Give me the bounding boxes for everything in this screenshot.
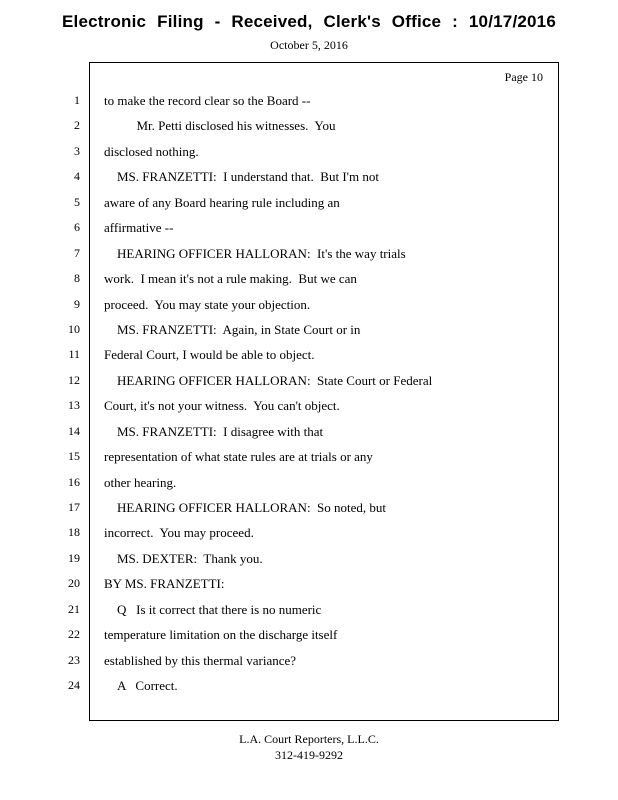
line-text: representation of what state rules are at trials or any	[104, 449, 373, 465]
filing-header-title: Electronic Filing - Received, Clerk's Office : 10/17/2016	[62, 12, 556, 31]
transcript-lines	[0, 88, 618, 699]
transcript-row	[0, 520, 618, 545]
line-text: HEARING OFFICER HALLORAN: State Court or Federal	[104, 372, 433, 388]
line-text: MS. DEXTER: Thank you.	[104, 550, 263, 566]
transcript-row	[0, 393, 618, 418]
line-text: MS. FRANZETTI: I understand that. But I'm not	[104, 169, 379, 185]
page-number-label: Page 10	[504, 70, 543, 84]
line-text: incorrect. You may proceed.	[104, 525, 254, 541]
line-number: 6	[74, 220, 80, 235]
line-number: 3	[74, 143, 80, 158]
transcript-row	[0, 292, 618, 317]
transcript-row	[0, 622, 618, 647]
line-number: 23	[68, 652, 80, 667]
footer-company: L.A. Court Reporters, L.L.C.	[239, 732, 379, 746]
line-number: 20	[68, 576, 80, 591]
transcript-row	[0, 673, 618, 698]
line-number: 4	[74, 169, 80, 184]
transcript-row	[0, 317, 618, 342]
transcript-row	[0, 571, 618, 596]
line-number: 19	[68, 550, 80, 565]
line-text: temperature limitation on the discharge itself	[104, 627, 338, 643]
transcript-row	[0, 190, 618, 215]
line-number: 24	[68, 678, 80, 693]
transcript-row	[0, 139, 618, 164]
transcript-row	[0, 88, 618, 113]
line-number: 21	[68, 601, 80, 616]
line-number: 7	[74, 245, 80, 260]
line-text: to make the record clear so the Board --	[104, 93, 311, 108]
transcript-row	[0, 342, 618, 367]
line-text: other hearing.	[104, 474, 177, 490]
line-number: 17	[68, 500, 80, 514]
transcript-row	[0, 368, 618, 393]
line-text: MS. FRANZETTI: I disagree with that	[104, 423, 324, 439]
line-number: 9	[74, 296, 80, 311]
line-number: 15	[68, 449, 80, 464]
transcript-row	[0, 241, 618, 266]
line-number: 18	[68, 525, 80, 540]
line-number: 8	[74, 271, 80, 286]
line-number: 5	[74, 194, 80, 209]
line-number: 14	[68, 423, 80, 438]
transcript-row	[0, 597, 618, 622]
transcript-row	[0, 113, 618, 138]
line-text: Court, it's not your witness. You can't object.	[104, 398, 340, 414]
line-text: MS. FRANZETTI: Again, in State Court or in	[104, 321, 361, 337]
line-number: 2	[74, 118, 80, 133]
transcript-row	[0, 266, 618, 291]
filing-header-date: October 5, 2016	[270, 38, 348, 52]
transcript-row	[0, 546, 618, 571]
line-text: proceed. You may state your objection.	[104, 296, 311, 312]
line-number: 22	[68, 627, 80, 642]
transcript-row	[0, 470, 618, 495]
transcript-row	[0, 444, 618, 469]
transcript-row	[0, 164, 618, 189]
line-number: 13	[68, 398, 80, 413]
transcript-row	[0, 215, 618, 240]
line-text: established by this thermal variance?	[104, 652, 297, 668]
transcript-row	[0, 495, 618, 520]
line-text: work. I mean it's not a rule making. But we can	[104, 271, 357, 287]
line-number: 16	[68, 474, 80, 489]
line-text: aware of any Board hearing rule including an	[104, 194, 340, 210]
transcript-row	[0, 648, 618, 673]
line-text: Q Is it correct that there is no numeric	[104, 601, 322, 617]
line-text: Mr. Petti disclosed his witnesses. You	[104, 118, 336, 134]
line-text: HEARING OFFICER HALLORAN: It's the way trials	[104, 245, 406, 261]
line-text: HEARING OFFICER HALLORAN: So noted, but	[104, 500, 387, 515]
footer-phone: 312-419-9292	[275, 748, 343, 762]
line-number: 10	[68, 321, 80, 336]
line-text: BY MS. FRANZETTI:	[104, 576, 225, 592]
line-text: A Correct.	[104, 678, 178, 694]
line-text: Federal Court, I would be able to object.	[104, 347, 315, 363]
line-number: 11	[68, 347, 80, 362]
line-number: 12	[68, 372, 80, 387]
line-text: affirmative --	[104, 220, 174, 236]
transcript-row	[0, 419, 618, 444]
line-text: disclosed nothing.	[104, 143, 199, 159]
line-number: 1	[74, 93, 80, 107]
